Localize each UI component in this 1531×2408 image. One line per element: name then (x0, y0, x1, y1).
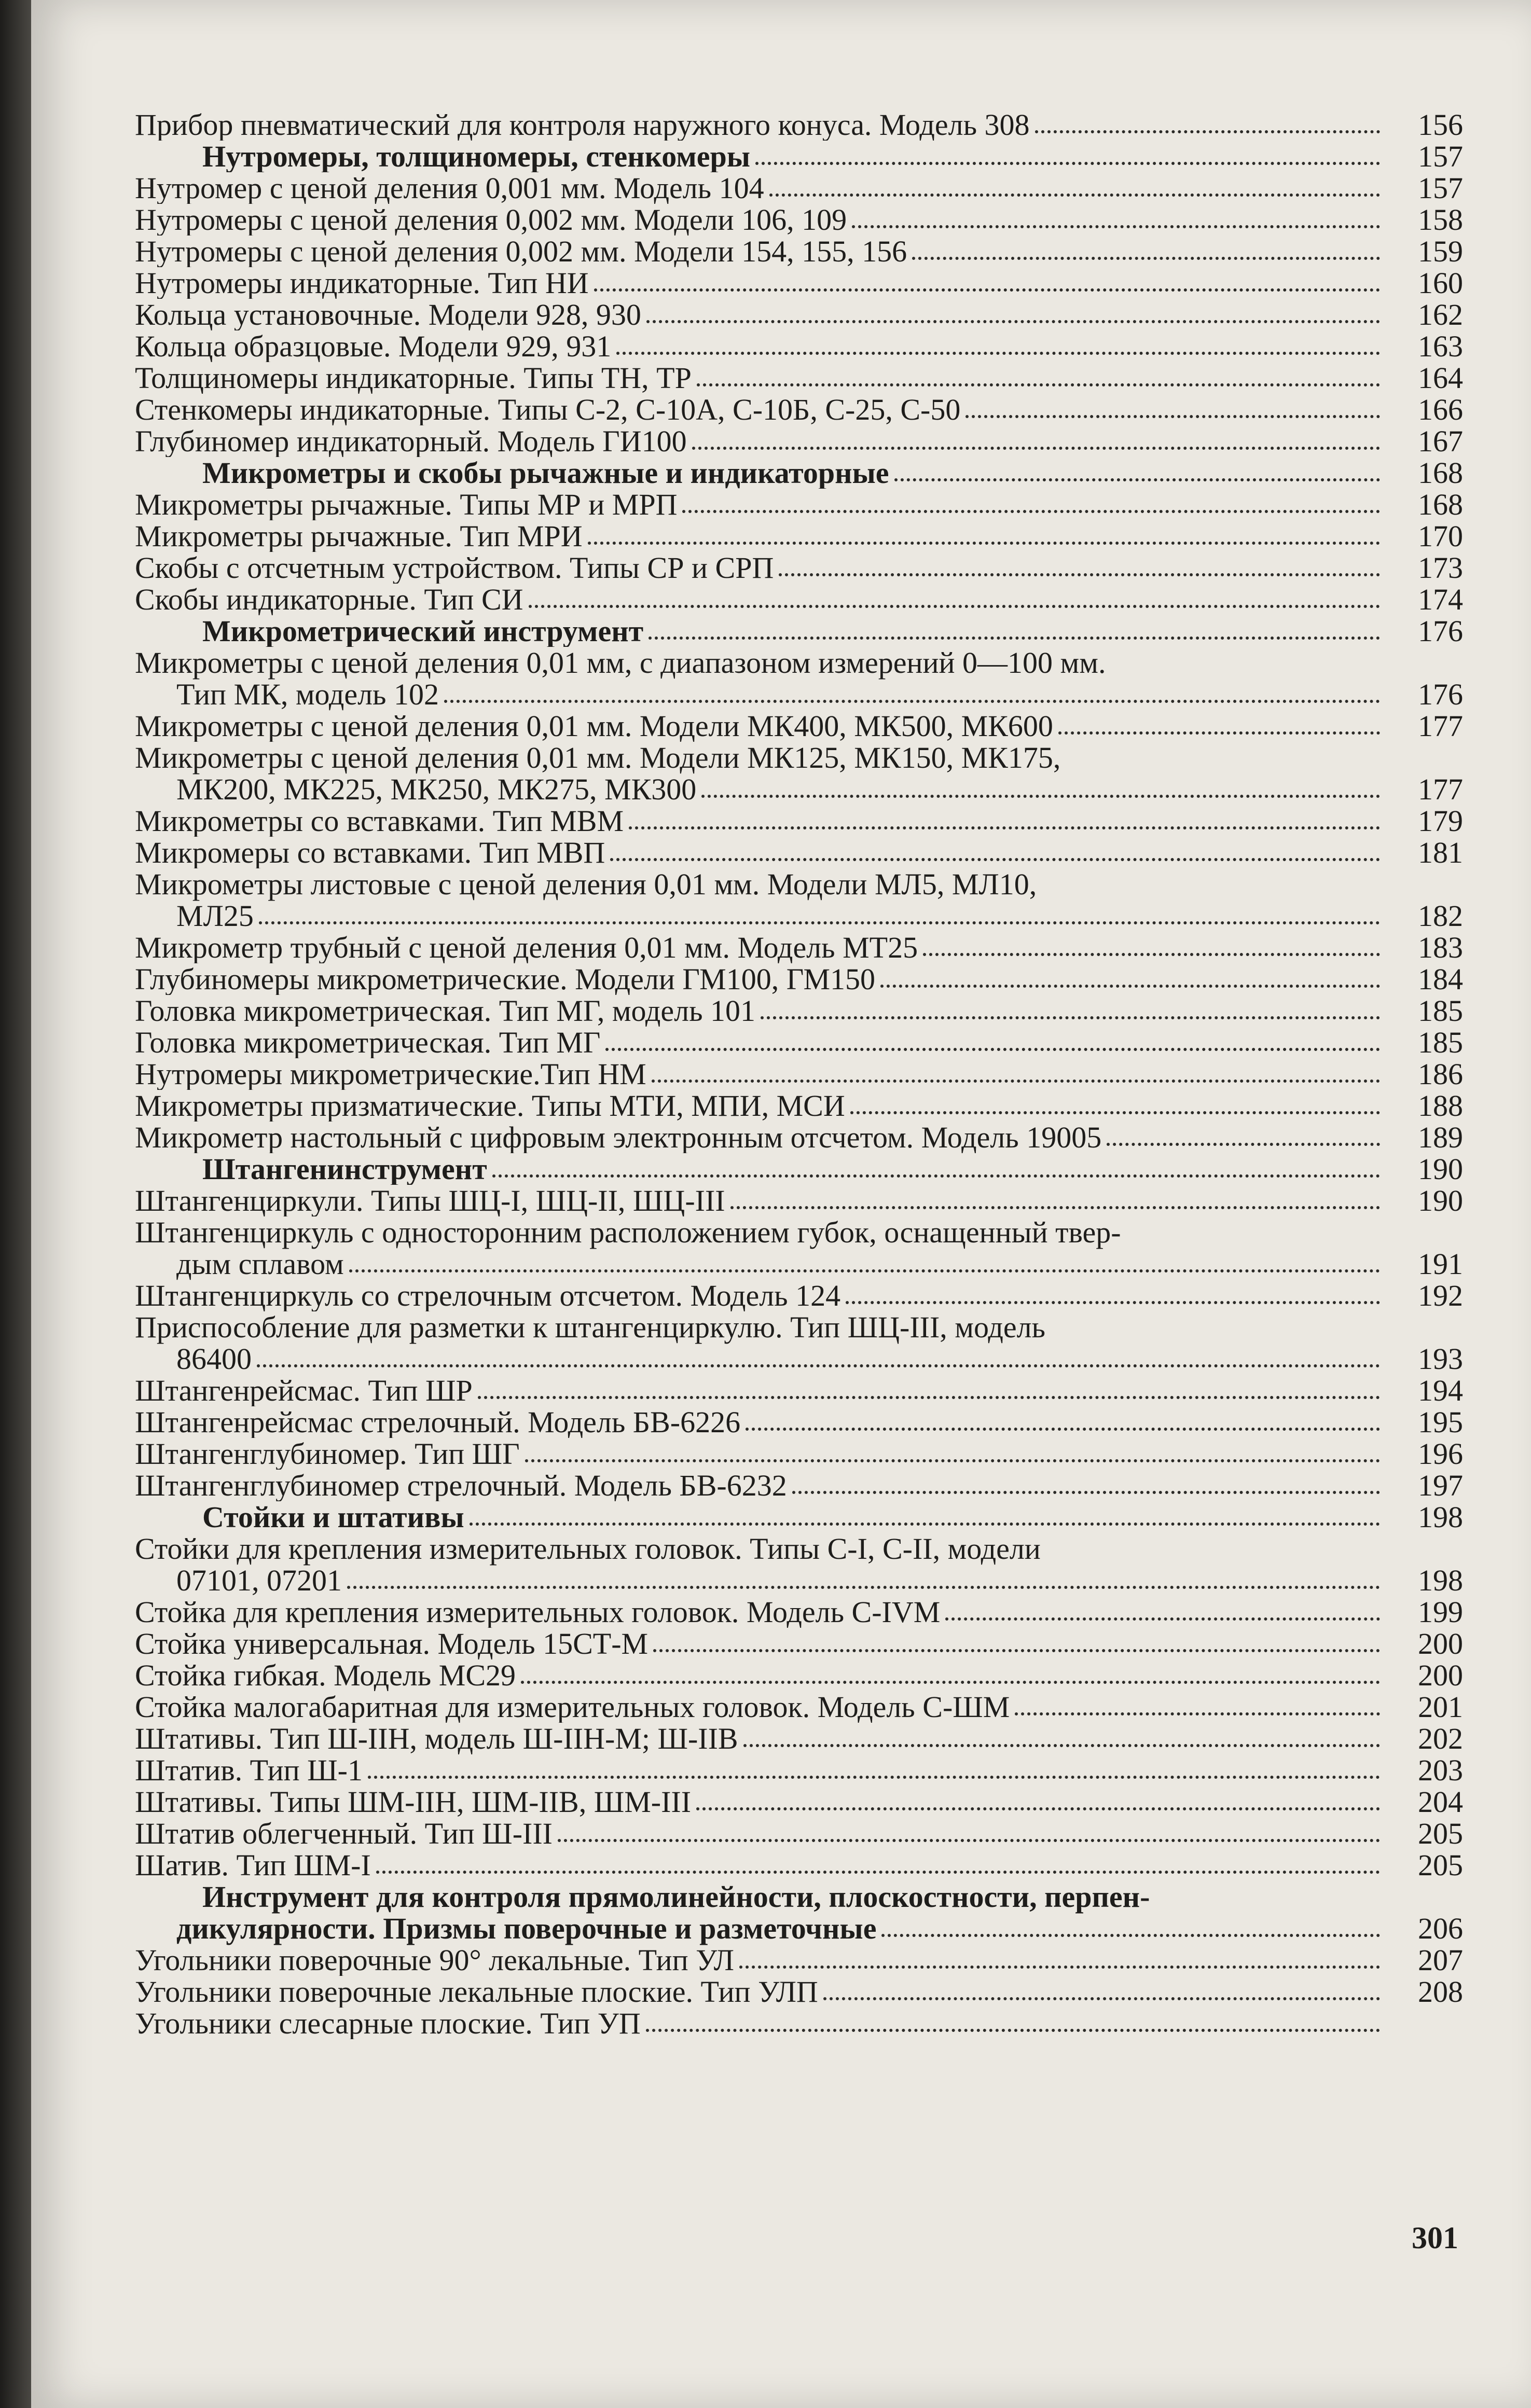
toc-page-number: 183 (1418, 931, 1463, 964)
toc-entry (135, 584, 1463, 615)
dot-leader (823, 1997, 1380, 2000)
toc-entry (135, 394, 1463, 425)
toc-entry-title: Нутромеры микрометрические.Тип НМ (135, 1058, 646, 1090)
toc-entry (135, 1818, 1463, 1849)
dot-leader (259, 921, 1380, 924)
toc-entry (135, 1628, 1463, 1659)
toc-entry (135, 742, 1463, 805)
dot-leader (880, 985, 1380, 988)
dot-leader (588, 542, 1380, 545)
toc-page-number: 159 (1418, 234, 1463, 268)
toc-entry (135, 963, 1463, 995)
dot-leader (629, 826, 1380, 829)
toc-entry (135, 1375, 1463, 1406)
dot-leader (492, 1174, 1380, 1178)
toc-page-number: 206 (1418, 1912, 1463, 1945)
toc-entry (135, 1533, 1463, 1596)
toc-page-number: 170 (1418, 519, 1463, 553)
toc-entry-title-line2: 07101, 07201 (176, 1563, 342, 1597)
toc-page-number: 182 (1418, 899, 1463, 933)
toc-entry (135, 1976, 1463, 2008)
toc-section-heading (135, 1153, 1463, 1185)
toc-entry-title: Угольники поверочные 90° лекальные. Тип УЛ (135, 1944, 734, 1976)
toc-entry-title-line1: Микрометры с ценой деления 0,01 мм, с диапазоном измерений 0—100 мм. (135, 646, 1106, 680)
toc-entry-title: Микрометры рычажные. Тип МРИ (135, 520, 583, 552)
toc-page-number: 200 (1418, 1658, 1463, 1692)
dot-leader (945, 1617, 1380, 1621)
toc-page-number: 156 (1418, 108, 1463, 142)
toc-entry-title: Кольца образцовые. Модели 929, 931 (135, 330, 612, 362)
toc-page-number: 202 (1418, 1722, 1463, 1755)
toc-entry-title: Штангенглубиномер стрелочный. Модель БВ-6232 (135, 1470, 787, 1501)
dot-leader (347, 1586, 1380, 1589)
toc-entry (135, 1027, 1463, 1058)
toc-entry-title-line1: Штангенциркуль с односторонним расположением губок, оснащенный твер- (135, 1215, 1121, 1249)
dot-leader (846, 1301, 1380, 1304)
dot-leader (966, 415, 1380, 418)
toc-entry (135, 236, 1463, 267)
dot-leader (769, 193, 1380, 197)
toc-page-number: 194 (1418, 1374, 1463, 1407)
dot-leader (558, 1839, 1380, 1842)
toc-entry (135, 1786, 1463, 1818)
toc-entry (135, 647, 1463, 710)
toc-page-number: 174 (1418, 583, 1463, 616)
toc-entry-title: Микрометр настольный с цифровым электронным отсчетом. Модель 19005 (135, 1122, 1102, 1153)
toc-entry-title: Стенкомеры индикаторные. Типы С-2, С-10А, С-10Б, С-25, С-50 (135, 394, 961, 425)
toc-page-number: 198 (1418, 1563, 1463, 1597)
toc-page-number: 197 (1418, 1469, 1463, 1502)
dot-leader (529, 605, 1380, 608)
toc-page-number: 195 (1418, 1405, 1463, 1439)
toc-entry-title (135, 1311, 1463, 1375)
toc-page-number: 205 (1418, 1817, 1463, 1850)
dot-leader (746, 1428, 1380, 1431)
dot-leader (1058, 731, 1380, 735)
toc-entry-title: Штангенциркуль со стрелочным отсчетом. Модель 124 (135, 1280, 841, 1311)
toc-page-number: 185 (1418, 994, 1463, 1028)
dot-leader (444, 700, 1380, 703)
toc-entry (135, 1216, 1463, 1280)
toc-entry-title: Микрометры со вставками. Тип МВМ (135, 805, 624, 837)
toc-entry-title-line1: Микрометры с ценой деления 0,01 мм. Модели МК125, МК150, МК175, (135, 741, 1061, 774)
toc-page-number: 198 (1418, 1500, 1463, 1534)
dot-leader (646, 320, 1380, 323)
toc-entry (135, 805, 1463, 837)
dot-leader (894, 478, 1380, 481)
dot-leader (368, 1776, 1380, 1779)
toc-entry-title: Нутромеры с ценой деления 0,002 мм. Модели 154, 155, 156 (135, 236, 907, 267)
toc-entry (135, 1723, 1463, 1754)
toc-page-number: 199 (1418, 1595, 1463, 1629)
toc-entry-title: Микрометры с ценой деления 0,01 мм. Модели МК400, МК500, МК600 (135, 710, 1053, 742)
toc-entry-title: Шатив. Тип ШМ-I (135, 1849, 371, 1881)
toc-entry (135, 1754, 1463, 1786)
toc-entry (135, 489, 1463, 520)
toc-entry (135, 425, 1463, 457)
toc-section-heading (135, 457, 1463, 489)
toc-page-number: 192 (1418, 1279, 1463, 1312)
toc-entry (135, 1122, 1463, 1153)
toc-section-heading (135, 615, 1463, 647)
toc-entry-title: Штативы. Типы ШМ-IIН, ШМ-IIВ, ШМ-III (135, 1786, 692, 1818)
toc-entry (135, 1849, 1463, 1881)
toc-page-number: 193 (1418, 1342, 1463, 1376)
dot-leader (923, 953, 1380, 956)
toc-page-number: 190 (1418, 1184, 1463, 1217)
dot-leader (755, 162, 1380, 165)
toc-page-number: 181 (1418, 836, 1463, 869)
dot-leader (696, 1807, 1380, 1810)
dot-leader (692, 447, 1380, 450)
toc-entry (135, 1596, 1463, 1628)
toc-page-number: 205 (1418, 1848, 1463, 1882)
toc-entry (135, 362, 1463, 394)
dot-leader (850, 1111, 1380, 1114)
toc-entry-title-line2: дым сплавом (176, 1247, 344, 1281)
toc-entry-title: Штатив. Тип Ш-1 (135, 1754, 363, 1786)
toc-entry-title: Глубиномер индикаторный. Модель ГИ100 (135, 425, 687, 457)
toc-entry-title-line1: Микрометры листовые с ценой деления 0,01 мм. Модели МЛ5, МЛ10, (135, 867, 1037, 901)
toc-page-number: 163 (1418, 329, 1463, 363)
toc-page-number: 157 (1418, 171, 1463, 205)
dot-leader (1015, 1712, 1380, 1715)
table-of-contents (135, 109, 1463, 2039)
dot-leader (649, 636, 1380, 640)
toc-page-number: 200 (1418, 1627, 1463, 1660)
dot-leader (682, 510, 1380, 513)
toc-entry-title (135, 647, 1463, 710)
dot-leader (761, 1016, 1380, 1019)
toc-entry (135, 552, 1463, 584)
toc-entry (135, 520, 1463, 552)
dot-leader (594, 288, 1380, 292)
toc-entry-title (135, 868, 1463, 932)
dot-leader (652, 1080, 1380, 1083)
toc-entry-title-line2: дикулярности. Призмы поверочные и разметочные (176, 1912, 877, 1945)
toc-entry (135, 299, 1463, 330)
toc-entry-title-line1: Приспособление для разметки к штангенциркулю. Тип ШЦ-III, модель (135, 1310, 1045, 1344)
dot-leader (779, 573, 1380, 576)
toc-entry (135, 1090, 1463, 1122)
toc-page-number: 203 (1418, 1753, 1463, 1787)
dot-leader (697, 383, 1380, 386)
toc-entry (135, 1691, 1463, 1723)
toc-entry-title: Кольца установочные. Модели 928, 930 (135, 299, 641, 330)
toc-page-number: 179 (1418, 804, 1463, 838)
dot-leader (653, 1649, 1380, 1652)
toc-entry-title: Микромеры со вставками. Тип МВП (135, 837, 605, 868)
toc-entry-title-line1: Инструмент для контроля прямолинейности, плоскостности, перпен- (202, 1880, 1150, 1914)
dot-leader (739, 1966, 1380, 1969)
dot-leader (525, 1459, 1380, 1462)
dot-leader (349, 1269, 1380, 1272)
toc-entry (135, 868, 1463, 932)
dot-leader (881, 1934, 1380, 1937)
toc-entry (135, 109, 1463, 141)
toc-page-number: 160 (1418, 266, 1463, 300)
dot-leader (792, 1491, 1380, 1494)
dot-leader (646, 2029, 1380, 2032)
toc-page-number: 173 (1418, 551, 1463, 585)
toc-entry (135, 1470, 1463, 1501)
toc-entry-title: Нутромеры индикаторные. Тип НИ (135, 267, 589, 299)
page-number: 301 (1412, 2221, 1458, 2255)
dot-leader (521, 1681, 1380, 1684)
toc-entry-title: Микрометрический инструмент (202, 615, 644, 647)
toc-entry (135, 2008, 1463, 2039)
toc-entry-title: Стойка универсальная. Модель 15СТ-М (135, 1628, 649, 1659)
dot-leader (478, 1396, 1380, 1399)
dot-leader (701, 795, 1380, 798)
toc-entry-title-line2: Тип МК, модель 102 (176, 677, 439, 711)
toc-entry (135, 172, 1463, 204)
toc-page-number: 185 (1418, 1026, 1463, 1059)
toc-entry-title: Стойки и штативы (202, 1501, 464, 1533)
toc-entry-title (135, 742, 1463, 805)
dot-leader (730, 1206, 1380, 1209)
toc-entry-title: Нутромеры, толщиномеры, стенкомеры (202, 141, 750, 172)
toc-entry-title: Микрометры призматические. Типы МТИ, МПИ, МСИ (135, 1090, 845, 1122)
toc-page-number: 158 (1418, 203, 1463, 237)
toc-entry-title: Головка микрометрическая. Тип МГ (135, 1027, 601, 1058)
toc-page-number: 168 (1418, 488, 1463, 521)
dot-leader (376, 1871, 1380, 1874)
toc-page-number: 162 (1418, 298, 1463, 331)
toc-page-number: 204 (1418, 1785, 1463, 1819)
toc-entry (135, 1185, 1463, 1216)
toc-entry-title: Штангенинструмент (202, 1153, 487, 1185)
toc-entry-title: Микрометры и скобы рычажные и индикаторные (202, 457, 889, 489)
toc-entry (135, 710, 1463, 742)
dot-leader (616, 352, 1380, 355)
toc-page-number: 168 (1418, 456, 1463, 490)
toc-section-heading (135, 141, 1463, 172)
toc-page-number: 177 (1418, 772, 1463, 806)
toc-entry-title: Микрометр трубный с ценой деления 0,01 мм. Модель МТ25 (135, 932, 918, 963)
toc-entry-title: Штативы. Тип Ш-IIН, модель Ш-IIН-М; Ш-IIВ (135, 1723, 738, 1754)
toc-page-number: 207 (1418, 1943, 1463, 1977)
toc-entry (135, 204, 1463, 236)
toc-page-number: 184 (1418, 962, 1463, 996)
toc-entry-title-line2: МЛ25 (176, 899, 254, 933)
toc-entry (135, 267, 1463, 299)
toc-entry-title: Стойка малогабаритная для измерительных головок. Модель С-ШМ (135, 1691, 1010, 1723)
toc-page-number: 164 (1418, 361, 1463, 395)
toc-entry-title: Угольники поверочные лекальные плоские. Тип УЛП (135, 1976, 818, 2008)
toc-page-number: 166 (1418, 393, 1463, 426)
toc-entry (135, 995, 1463, 1027)
toc-page-number: 208 (1418, 1975, 1463, 2009)
toc-entry (135, 1944, 1463, 1976)
toc-entry-title: Микрометры рычажные. Типы МР и МРП (135, 489, 678, 520)
toc-section-heading (135, 1881, 1463, 1944)
dot-leader (912, 257, 1380, 260)
toc-section-heading (135, 1501, 1463, 1533)
toc-entry-title (135, 1216, 1463, 1280)
toc-entry-title: Скобы индикаторные. Тип СИ (135, 584, 523, 615)
toc-entry-title: Толщиномеры индикаторные. Типы ТН, ТР (135, 362, 692, 394)
toc-page-number: 176 (1418, 677, 1463, 711)
dot-leader (1107, 1143, 1380, 1146)
toc-entry-title: Прибор пневматический для контроля наружного конуса. Модель 308 (135, 109, 1030, 141)
toc-page-number: 191 (1418, 1247, 1463, 1281)
toc-entry-title: Стойка гибкая. Модель МС29 (135, 1659, 516, 1691)
dot-leader (743, 1744, 1380, 1747)
toc-entry (135, 1280, 1463, 1311)
toc-entry-title-line2: 86400 (176, 1342, 252, 1376)
toc-entry-title: Штангенглубиномер. Тип ШГ (135, 1438, 520, 1470)
toc-entry (135, 1659, 1463, 1691)
toc-entry (135, 1311, 1463, 1375)
toc-page-number: 188 (1418, 1089, 1463, 1123)
toc-entry-title: Штангенрейсмас. Тип ШР (135, 1375, 473, 1406)
toc-page-number: 201 (1418, 1690, 1463, 1724)
toc-page-number: 167 (1418, 424, 1463, 458)
dot-leader (852, 225, 1380, 228)
toc-entry-title: Головка микрометрическая. Тип МГ, модель 101 (135, 995, 756, 1027)
toc-entry-title: Нутромер с ценой деления 0,001 мм. Модель 104 (135, 172, 764, 204)
toc-page-number: 196 (1418, 1437, 1463, 1471)
toc-page-number: 177 (1418, 709, 1463, 743)
book-page (31, 0, 1531, 2408)
toc-entry (135, 1438, 1463, 1470)
toc-entry-title (135, 1533, 1463, 1596)
dot-leader (1035, 130, 1380, 133)
toc-entry-title (135, 1881, 1463, 1944)
toc-entry (135, 837, 1463, 868)
toc-page-number: 190 (1418, 1152, 1463, 1186)
toc-entry-title: Скобы с отсчетным устройством. Типы СР и СРП (135, 552, 774, 584)
toc-entry-title: Штатив облегченный. Тип Ш-III (135, 1818, 553, 1849)
dot-leader (605, 1048, 1380, 1051)
dot-leader (257, 1364, 1380, 1367)
toc-entry (135, 932, 1463, 963)
book-spine-shadow (0, 0, 31, 2408)
toc-entry-title-line1: Стойки для крепления измерительных головок. Типы С-I, С-II, модели (135, 1532, 1041, 1566)
dot-leader (610, 858, 1380, 861)
toc-page-number: 189 (1418, 1120, 1463, 1154)
toc-entry-title: Угольники слесарные плоские. Тип УП (135, 2008, 641, 2039)
toc-entry-title-line2: МК200, МК225, МК250, МК275, МК300 (176, 772, 697, 806)
toc-entry (135, 1406, 1463, 1438)
toc-entry-title: Глубиномеры микрометрические. Модели ГМ100, ГМ150 (135, 963, 876, 995)
toc-entry (135, 330, 1463, 362)
dot-leader (470, 1523, 1380, 1526)
toc-entry-title: Нутромеры с ценой деления 0,002 мм. Модели 106, 109 (135, 204, 847, 236)
toc-entry-title: Штангенрейсмас стрелочный. Модель БВ-6226 (135, 1406, 741, 1438)
toc-page-number: 186 (1418, 1057, 1463, 1091)
toc-page-number: 176 (1418, 614, 1463, 648)
toc-entry-title: Стойка для крепления измерительных головок. Модель С-IVМ (135, 1596, 941, 1628)
toc-page-number: 157 (1418, 140, 1463, 173)
toc-entry (135, 1058, 1463, 1090)
toc-entry-title: Штангенциркули. Типы ШЦ-I, ШЦ-II, ШЦ-III (135, 1185, 725, 1216)
